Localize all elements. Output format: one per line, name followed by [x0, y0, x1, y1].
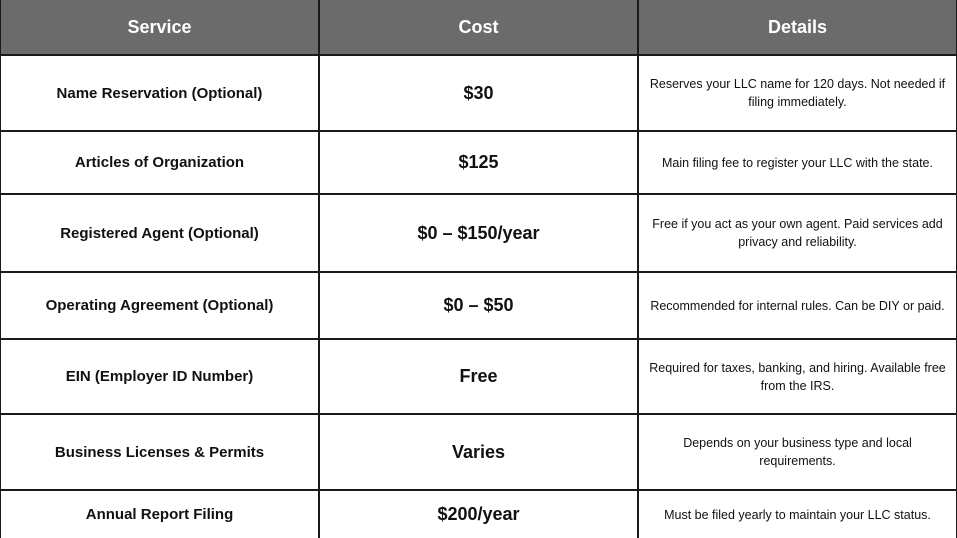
row-details: Recommended for internal rules. Can be DIY or paid. [637, 271, 957, 338]
row-details: Free if you act as your own agent. Paid services add privacy and reliability. [637, 193, 957, 271]
row-cost: $0 – $150/year [318, 193, 637, 271]
row-service: Operating Agreement (Optional) [0, 271, 318, 338]
row-details: Depends on your business type and local requirements. [637, 413, 957, 489]
row-service: EIN (Employer ID Number) [0, 338, 318, 413]
row-cost: Free [318, 338, 637, 413]
row-service: Registered Agent (Optional) [0, 193, 318, 271]
header-cost: Cost [318, 0, 637, 54]
row-service: Name Reservation (Optional) [0, 54, 318, 130]
header-service: Service [0, 0, 318, 54]
row-service: Annual Report Filing [0, 489, 318, 538]
row-details: Reserves your LLC name for 120 days. Not needed if filing immediately. [637, 54, 957, 130]
row-cost: $125 [318, 130, 637, 193]
row-cost: $0 – $50 [318, 271, 637, 338]
row-details: Must be filed yearly to maintain your LLC status. [637, 489, 957, 538]
row-cost: Varies [318, 413, 637, 489]
header-details: Details [637, 0, 957, 54]
row-service: Articles of Organization [0, 130, 318, 193]
row-details: Required for taxes, banking, and hiring. Available free from the IRS. [637, 338, 957, 413]
row-details: Main filing fee to register your LLC with the state. [637, 130, 957, 193]
row-cost: $30 [318, 54, 637, 130]
row-cost: $200/year [318, 489, 637, 538]
row-service: Business Licenses & Permits [0, 413, 318, 489]
